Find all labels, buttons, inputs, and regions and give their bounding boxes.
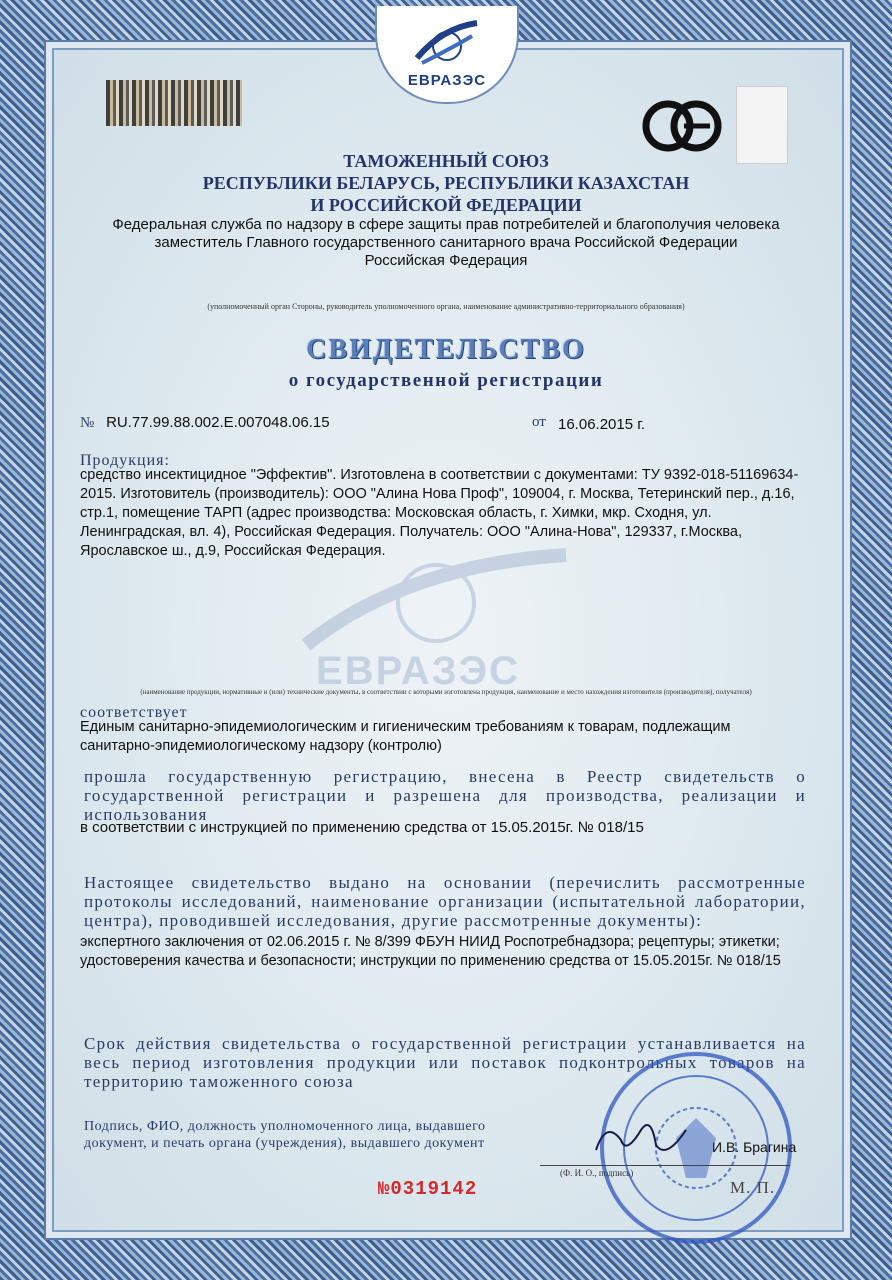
- seal-place-label: М. П.: [730, 1178, 776, 1197]
- registration-statement: прошла государственную регистрацию, внесена в Реестр свидетельств о государственной регистрации и разрешена для производства, реализации и использования: [84, 767, 806, 824]
- authority-line-1: Федеральная служба по надзору в сфере защиты прав потребителей и благополучия человека: [112, 216, 780, 233]
- fio-note: (Ф. И. О., подпись): [560, 1168, 634, 1178]
- header-line-3: И РОССИЙСКОЙ ФЕДЕРАЦИИ: [310, 195, 582, 215]
- registration-number: RU.77.99.88.002.E.007048.06.15: [106, 414, 330, 431]
- serial-number: №0319142: [378, 1178, 478, 1200]
- conformity-mark-icon: [640, 98, 724, 154]
- number-label: №: [80, 415, 95, 431]
- header-line-1: ТАМОЖЕННЫЙ СОЮЗ: [343, 151, 549, 171]
- signature-caption: Подпись, ФИО, должность уполномоченного лица, выдавшего документ, и печать органа (учреждения), выдавшего документ: [84, 1119, 486, 1151]
- handwritten-signature: [586, 1110, 696, 1170]
- product-note: (наименование продукции, нормативные и (или) технические документы, в соответствии с которыми изготовлена продукция, наименование и место нахождения изготовителя (производителя), получателя): [140, 688, 752, 696]
- watermark-logo-icon: [286, 545, 586, 655]
- registration-number-row: [80, 414, 800, 432]
- product-description: средство инсектицидное "Эффектив". Изготовлена в соответствии с документами: ТУ 9392-018-51169634-2015. Изготовитель (производитель): ООО "Алина Нова Проф", 109004, г. Москва, Тетеринский пер., д.16, стр.1, помещение ТАРП (адрес производства: Московская область, г. Химки, мкр. Сходня, ул. Ленинградская, вл. 4), Российская Федерация. Получатель: ООО "Алина-Нова", 129337, г.Москва, Ярославское ш., д.9, Российская Федерация.: [80, 467, 799, 559]
- complies-text: Единым санитарно-эпидемиологическим и гигиеническим требованиям к товарам, подлежащим санитарно-эпидемиологическому надзору (контролю): [80, 719, 731, 754]
- complies-label: соответствует: [80, 704, 188, 721]
- signer-name: И.В. Брагина: [712, 1139, 797, 1155]
- eurasec-logo-icon: [412, 18, 482, 68]
- registration-date: 16.06.2015 г.: [558, 416, 646, 433]
- authority-note: (уполномоченный орган Стороны, руководитель уполномоченного органа, наименование административно-территориального образования): [207, 302, 685, 311]
- authority-line-2: заместитель Главного государственного санитарного врача Российской Федерации: [154, 234, 738, 251]
- issued-basis: Настоящее свидетельство выдано на основании (перечислить рассмотренные протоколы исследований, наименование организации (испытательной лаборатории, центра), проводившей исследования, другие рассмотренные документы):: [84, 873, 806, 930]
- emblem-label: ЕВРАЗЭС: [407, 72, 487, 89]
- document-subtitle: о государственной регистрации: [288, 370, 604, 391]
- signature-line: [540, 1165, 790, 1166]
- validity-statement: Срок действия свидетельства о государственной регистрации устанавливается на весь период изготовления продукции или поставок подконтрольных товаров на территорию таможенного союза: [84, 1034, 806, 1091]
- header-line-2: РЕСПУБЛИКИ БЕЛАРУСЬ, РЕСПУБЛИКИ КАЗАХСТАН: [202, 173, 690, 193]
- authority-block: [80, 216, 812, 270]
- watermark-label: ЕВРАЗЭС: [316, 649, 521, 693]
- date-label: от: [532, 414, 546, 430]
- product-label: Продукция:: [80, 452, 170, 469]
- authority-line-3: Российская Федерация: [364, 252, 528, 269]
- reviewed-documents: экспертного заключения от 02.06.2015 г. № 8/399 ФБУН НИИД Роспотребнадзора; рецептуры; этикетки; удостоверения качества и безопасности; инструкции по применению средства от 15.05.2015г. № 018/15: [80, 934, 781, 969]
- document-title: СВИДЕТЕЛЬСТВО: [306, 334, 586, 365]
- hologram-sticker: [106, 80, 242, 126]
- eurasec-watermark: [286, 545, 586, 705]
- instructions-reference: в соответствии с инструкцией по применению средства от 15.05.2015г. № 018/15: [80, 819, 644, 836]
- issuer-header: [100, 150, 792, 216]
